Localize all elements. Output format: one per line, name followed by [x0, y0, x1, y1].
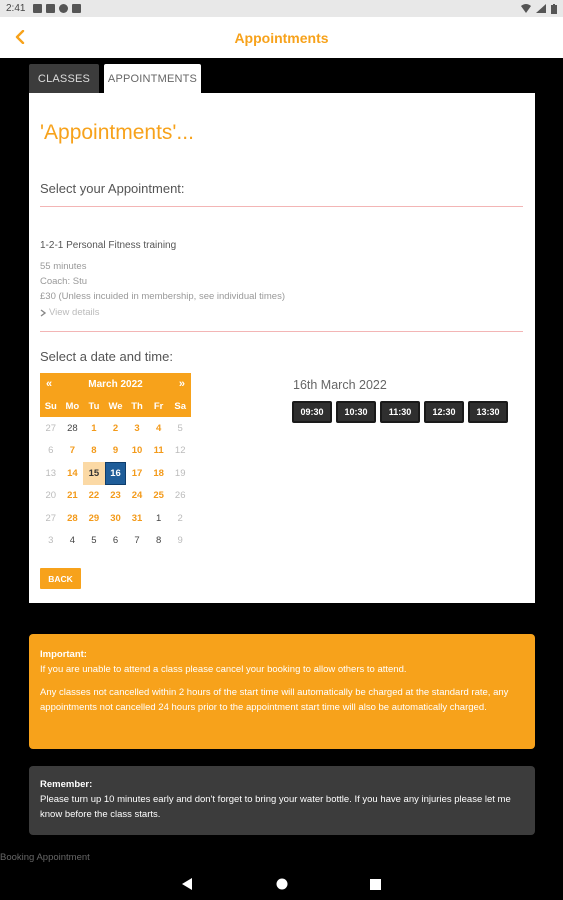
- next-month-button[interactable]: »: [178, 378, 185, 390]
- calendar-day-today[interactable]: 15: [83, 462, 105, 485]
- calendar-day: 12: [174, 445, 186, 457]
- remember-text: Please turn up 10 minutes early and don't forget to bring your water bottle. If you have any injuries please let me know before the class starts.: [40, 794, 511, 820]
- calendar-day[interactable]: 22: [88, 490, 100, 502]
- app-bar: [0, 17, 563, 58]
- system-icons: [521, 4, 557, 14]
- divider: [40, 206, 523, 207]
- signal-icon: [536, 4, 546, 13]
- square-recents-icon: [370, 879, 381, 890]
- calendar-day[interactable]: 7: [69, 445, 75, 457]
- calendar-day: 28: [67, 422, 78, 434]
- divider: [40, 331, 523, 332]
- calendar-day: 2: [177, 512, 183, 524]
- triangle-back-icon: [182, 878, 193, 890]
- date-picker: [40, 373, 191, 552]
- calendar-day: 9: [177, 535, 183, 547]
- view-details-label: View details: [49, 307, 100, 318]
- back-button[interactable]: BACK: [40, 568, 81, 589]
- selected-date-label: 16th March 2022: [293, 378, 387, 392]
- calendar-day[interactable]: 24: [131, 490, 143, 502]
- calendar-day[interactable]: 17: [131, 467, 143, 479]
- appointment-card: [29, 93, 535, 603]
- card-heading: 'Appointments'...: [40, 121, 194, 144]
- important-heading: Important:: [40, 649, 87, 660]
- battery-icon: [551, 4, 557, 14]
- calendar-day[interactable]: 4: [155, 422, 162, 434]
- calendar-day[interactable]: 21: [67, 490, 78, 502]
- calendar-day[interactable]: 28: [67, 512, 78, 524]
- nav-back-button[interactable]: [180, 876, 196, 892]
- nav-home-button[interactable]: [274, 876, 290, 892]
- notification-icons: [33, 4, 81, 13]
- wifi-icon: [521, 4, 531, 13]
- weekday-label: Th: [131, 400, 143, 412]
- calendar-day: 20: [45, 490, 57, 502]
- select-appointment-label: Select your Appointment:: [40, 181, 185, 196]
- weekday-label: Fr: [153, 400, 164, 412]
- view-details-link[interactable]: [40, 307, 100, 318]
- prev-month-button[interactable]: «: [46, 378, 53, 390]
- calendar-day: 27: [45, 512, 57, 524]
- sd-card-icon: [72, 4, 81, 13]
- calendar-day: 8: [155, 535, 162, 547]
- time-slot-button[interactable]: 12:30: [424, 401, 464, 423]
- time-slot-button[interactable]: 09:30: [292, 401, 332, 423]
- chevron-right-icon: [40, 309, 46, 317]
- select-date-label: Select a date and time:: [40, 349, 173, 364]
- important-text-1: If you are unable to attend a class please cancel your booking to allow others to attend.: [40, 664, 407, 675]
- calendar-day[interactable]: 3: [134, 422, 140, 434]
- calendar-day-selected[interactable]: 16: [105, 462, 127, 485]
- time-slot-button[interactable]: 10:30: [336, 401, 376, 423]
- footer-label: Booking Appointment: [0, 852, 90, 863]
- calendar-day: 7: [134, 535, 140, 547]
- calendar-day[interactable]: 9: [112, 445, 119, 457]
- calendar-day: 27: [45, 422, 57, 434]
- calendar-day[interactable]: 14: [67, 467, 78, 479]
- system-nav-bar: [0, 868, 563, 900]
- important-text-2: Any classes not cancelled within 2 hours of the start time will automatically be charged at the standard rate, any appointments not cancelled 24 hours prior to the appointment start time will also be automatically charged.: [40, 687, 509, 713]
- weekday-label: Mo: [65, 400, 80, 412]
- service-name[interactable]: 1-2-1 Personal Fitness training: [40, 240, 177, 251]
- time-slot-button[interactable]: 11:30: [380, 401, 420, 423]
- calendar-day[interactable]: 30: [110, 512, 121, 524]
- remember-notice: [29, 766, 535, 835]
- service-coach: Coach: Stu: [40, 276, 87, 287]
- back-arrow-button[interactable]: [8, 25, 32, 49]
- calendar-day[interactable]: 11: [153, 445, 164, 457]
- chevron-left-icon: [14, 30, 26, 44]
- remember-heading: Remember:: [40, 779, 93, 790]
- calendar-day: 3: [48, 535, 54, 547]
- calendar-day: 5: [91, 535, 97, 547]
- tab-classes[interactable]: CLASSES: [29, 64, 99, 93]
- calendar-day: 19: [174, 467, 186, 479]
- status-bar: [0, 0, 563, 17]
- tab-appointments[interactable]: APPOINTMENTS: [104, 64, 201, 93]
- weekday-header-row: [40, 395, 191, 417]
- important-notice: [29, 634, 535, 749]
- weekday-label: Tu: [88, 400, 100, 412]
- calendar-day[interactable]: 2: [112, 422, 119, 434]
- calendar-day: 13: [45, 467, 57, 479]
- calendar-header: [40, 373, 191, 395]
- service-duration: 55 minutes: [40, 261, 87, 272]
- calendar-month-label: March 2022: [88, 378, 143, 390]
- notification-square-icon: [33, 4, 42, 13]
- calendar-day: 6: [48, 445, 54, 457]
- calendar-grid: [40, 417, 191, 552]
- circle-home-icon: [276, 878, 288, 890]
- calendar-day[interactable]: 31: [131, 512, 143, 524]
- page-title: Appointments: [234, 29, 329, 46]
- calendar-day[interactable]: 23: [110, 490, 121, 502]
- calendar-day[interactable]: 18: [153, 467, 164, 479]
- calendar-day[interactable]: 25: [153, 490, 164, 502]
- calendar-day: 5: [177, 422, 183, 434]
- tab-bar: [29, 64, 201, 93]
- calendar-day: 6: [112, 535, 119, 547]
- notification-square-icon: [46, 4, 55, 13]
- status-time: 2:41: [6, 3, 26, 14]
- weekday-label: Sa: [174, 400, 187, 412]
- calendar-day[interactable]: 1: [91, 422, 97, 434]
- calendar-day: 1: [155, 512, 162, 524]
- calendar-day[interactable]: 29: [88, 512, 100, 524]
- nav-recents-button[interactable]: [368, 876, 384, 892]
- notification-circle-icon: [59, 4, 68, 13]
- weekday-label: Su: [44, 400, 57, 412]
- service-price: £30 (Unless incuided in membership, see individual times): [40, 291, 286, 302]
- calendar-day: 26: [174, 490, 186, 502]
- time-slot-list: [292, 401, 508, 423]
- calendar-day: 4: [69, 535, 75, 547]
- time-slot-button[interactable]: 13:30: [468, 401, 508, 423]
- calendar-day[interactable]: 8: [91, 445, 97, 457]
- weekday-label: We: [108, 400, 123, 412]
- calendar-day[interactable]: 10: [131, 445, 143, 457]
